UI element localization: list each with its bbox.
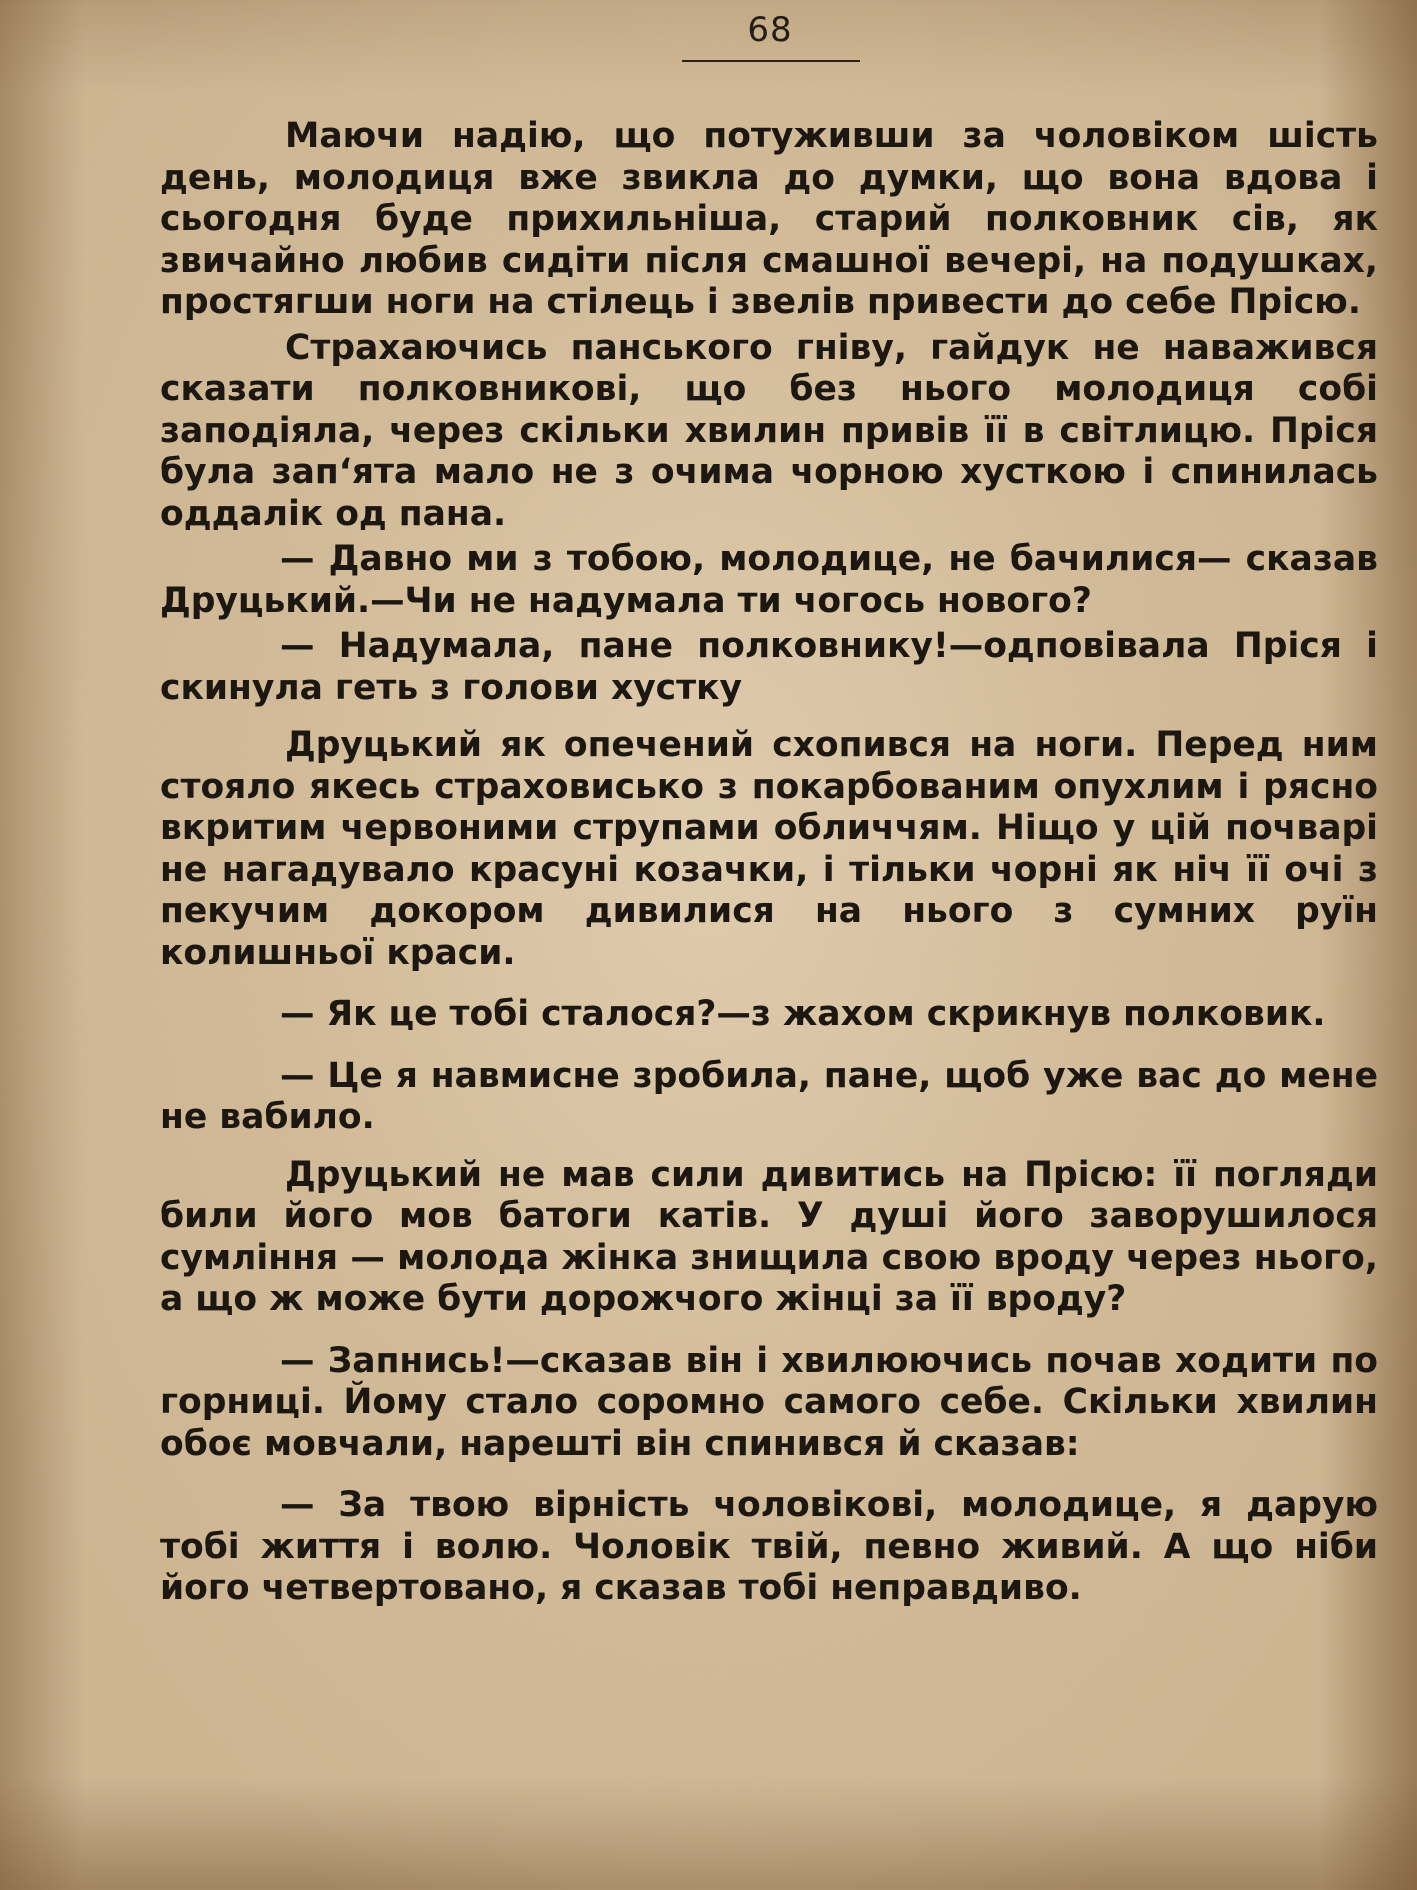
paragraph: Страхаючись панського гніву, гайдук не наважився сказати полковникові, що без нього молодиця собі заподіяла, через скільки хвилин привів її в світлицю. Пріся була зап‘ята мало не з очима чорною хусткою і спинилась оддалік од пана. (160, 327, 1378, 534)
page-number: 68 (747, 10, 793, 50)
page-number-rule (682, 60, 860, 62)
paragraph: Маючи надію, що потуживши за чоловіком шість день, молодиця вже звикла до думки, що вона вдова і сьогодня буде прихильніша, старий полковник сів, як звичайно любив сидіти після смашної вечері, на подушках, простягши ноги на стілець і звелів привести до себе Прісю. (160, 116, 1378, 322)
dialogue-paragraph: — Як це тобі сталося?—з жахом скрикнув полковик. (280, 994, 1326, 1034)
dialogue-paragraph: — За твою вірність чоловікові, молодице, я дарую тобі життя і волю. Чоловік твій, певно живий. А що ніби його четвертовано, я сказав тобі неправдиво. (160, 1485, 1378, 1608)
paragraph: Друцький не мав сили дивитись на Прісю: її погляди били його мов батоги катів. У душі його заворушилося сумління — молода жінка знищила свою вроду через нього, а що ж може бути дорожчого жінці за її вроду? (160, 1154, 1378, 1319)
dialogue-paragraph: — Запнись!—сказав він і хвилюючись почав ходити по горниці. Йому стало соромно самого себе. Скільки хвилин обоє мовчали, нарешті він спинився й сказав: (160, 1340, 1378, 1464)
dialogue-paragraph: — Давно ми з тобою, молодице, не бачилися— сказав Друцький.—Чи не надумала ти чогось нового? (160, 539, 1378, 621)
dialogue-paragraph: — Надумала, пане полковнику!—одповівала Пріся і скинула геть з голови хустку (160, 626, 1378, 708)
body-text (160, 116, 1378, 1610)
paragraph: Друцький як опечений схопився на ноги. Перед ним стояло якесь страховисько з покарбованим опухлим і рясно вкритим червоними струпами обличчям. Ніщо у цій почварі не нагадувало красуні козачки, і тільки чорні як ніч її очі з пекучим докором дивилися на нього з сумних руїн колишньої краси. (160, 725, 1378, 973)
dialogue-paragraph: — Це я навмисне зробила, пане, щоб уже вас до мене не вабило. (160, 1055, 1378, 1137)
